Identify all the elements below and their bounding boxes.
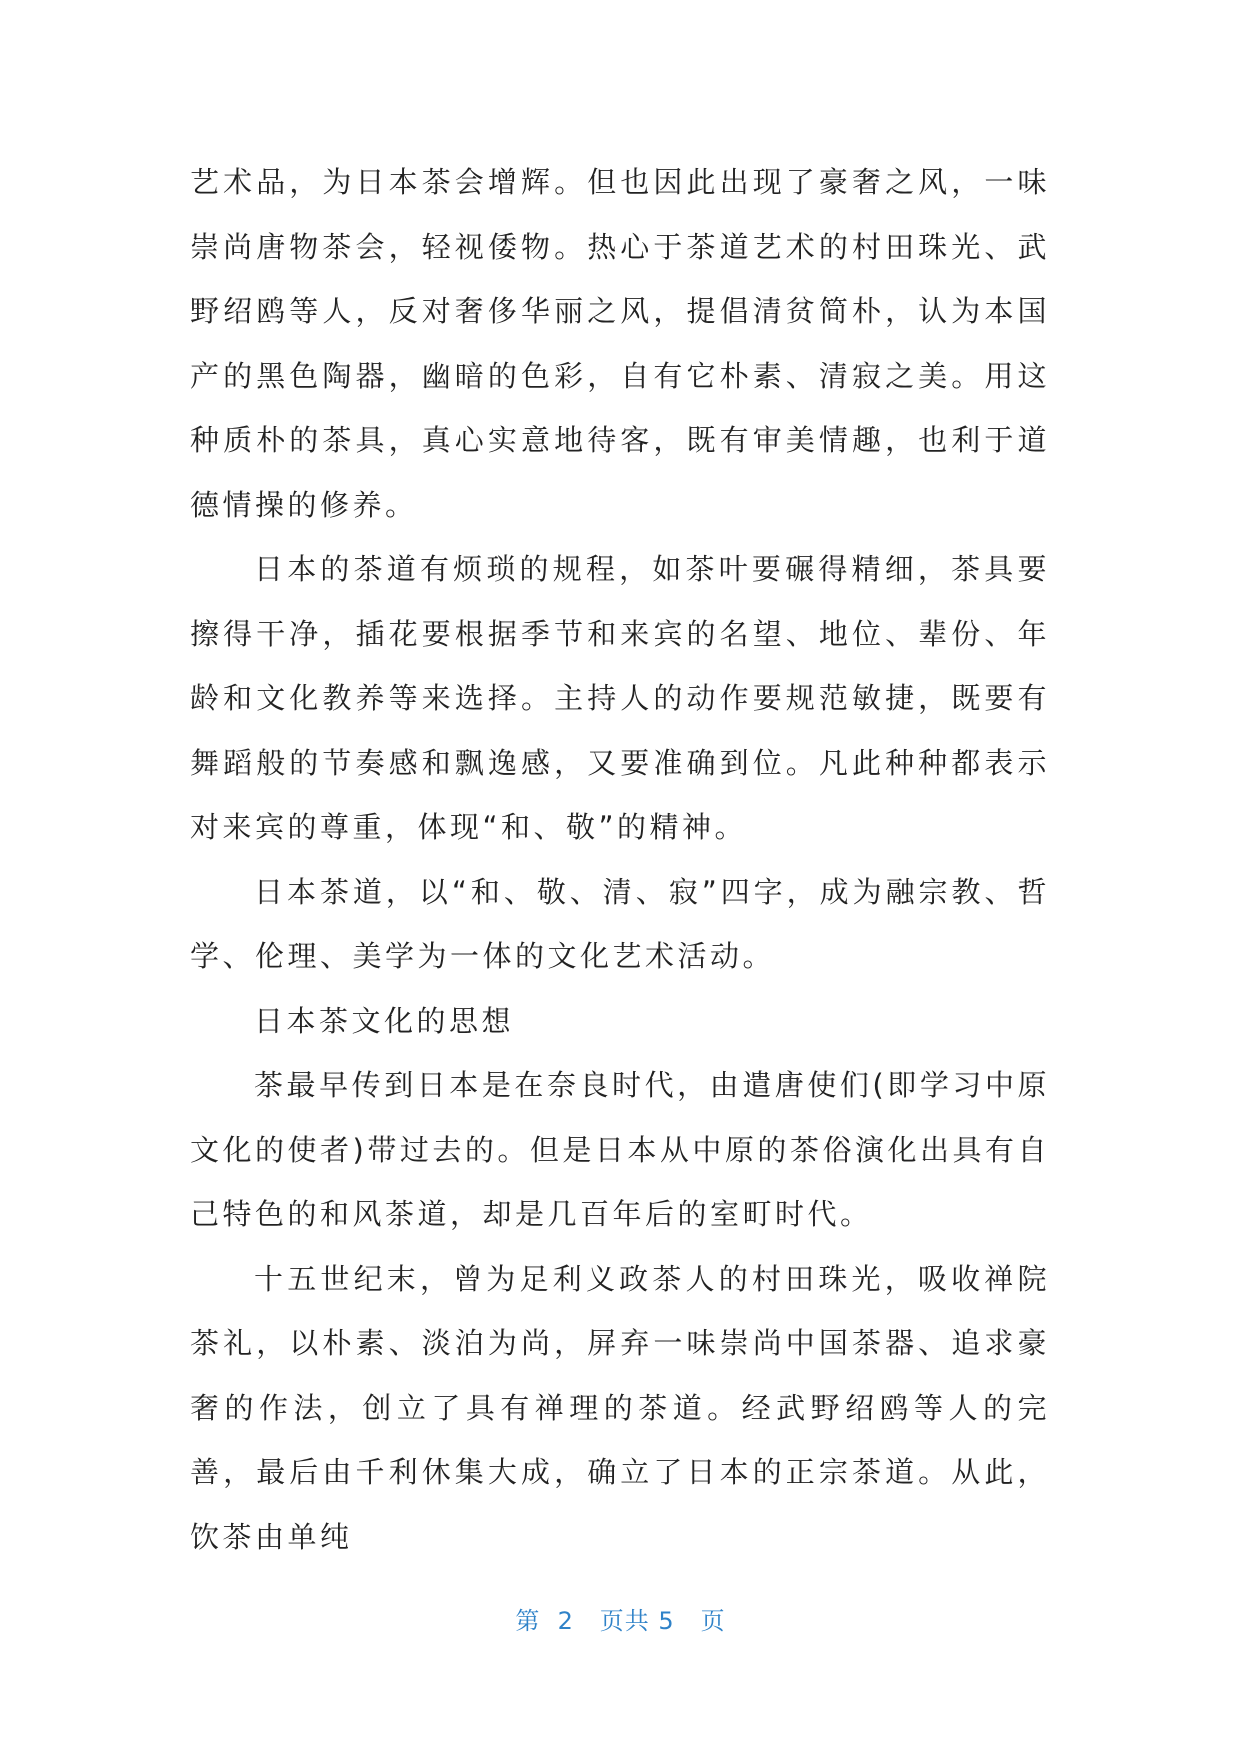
section-heading: 日本茶文化的思想 xyxy=(254,1003,515,1038)
paragraph-continuation: 艺术品，为日本茶会增辉。但也因此出现了豪奢之风，一味崇尚唐物茶会，轻视倭物。热心于茶道艺术的村田珠光、武野绍鸥等人，反对奢侈华丽之风，提倡清贫简朴，认为本国产的黑色陶器，幽暗的色彩，自有它朴素、清寂之美。用这种质朴的茶具，真心实意地待客，既有审美情趣，也利于道德情操的修养。 xyxy=(190,165,1050,522)
paragraph-nara-origin: 茶最早传到日本是在奈良时代，由遣唐使们(即学习中原文化的使者)带过去的。但是日本从中原的茶俗演化出具有自己特色的和风茶道，却是几百年后的室町时代。 xyxy=(190,1068,1050,1231)
paragraph-murata-juko: 十五世纪末，曾为足利义政茶人的村田珠光，吸收禅院茶礼，以朴素、淡泊为尚，屏弃一味崇尚中国茶器、追求豪奢的作法，创立了具有禅理的茶道。经武野绍鸥等人的完善，最后由千利休集大成，确立了日本的正宗茶道。从此，饮茶由单纯 xyxy=(190,1261,1050,1554)
paragraph-tea-ceremony-rules: 日本的茶道有烦琐的规程，如茶叶要碾得精细，茶具要擦得干净，插花要根据季节和来宾的名望、地位、辈份、年龄和文化教养等来选择。主持人的动作要规范敏捷，既要有舞蹈般的节奏感和飘逸感，又要准确到位。凡此种种都表示对来宾的尊重，体现“和、敬”的精神。 xyxy=(190,552,1050,844)
page-number-footer: 第 2 页共 5 页 xyxy=(515,1607,726,1635)
document-body xyxy=(190,150,1050,1569)
paragraph-four-principles: 日本茶道，以“和、敬、清、寂”四字，成为融宗教、哲学、伦理、美学为一体的文化艺术活动。 xyxy=(190,874,1050,973)
